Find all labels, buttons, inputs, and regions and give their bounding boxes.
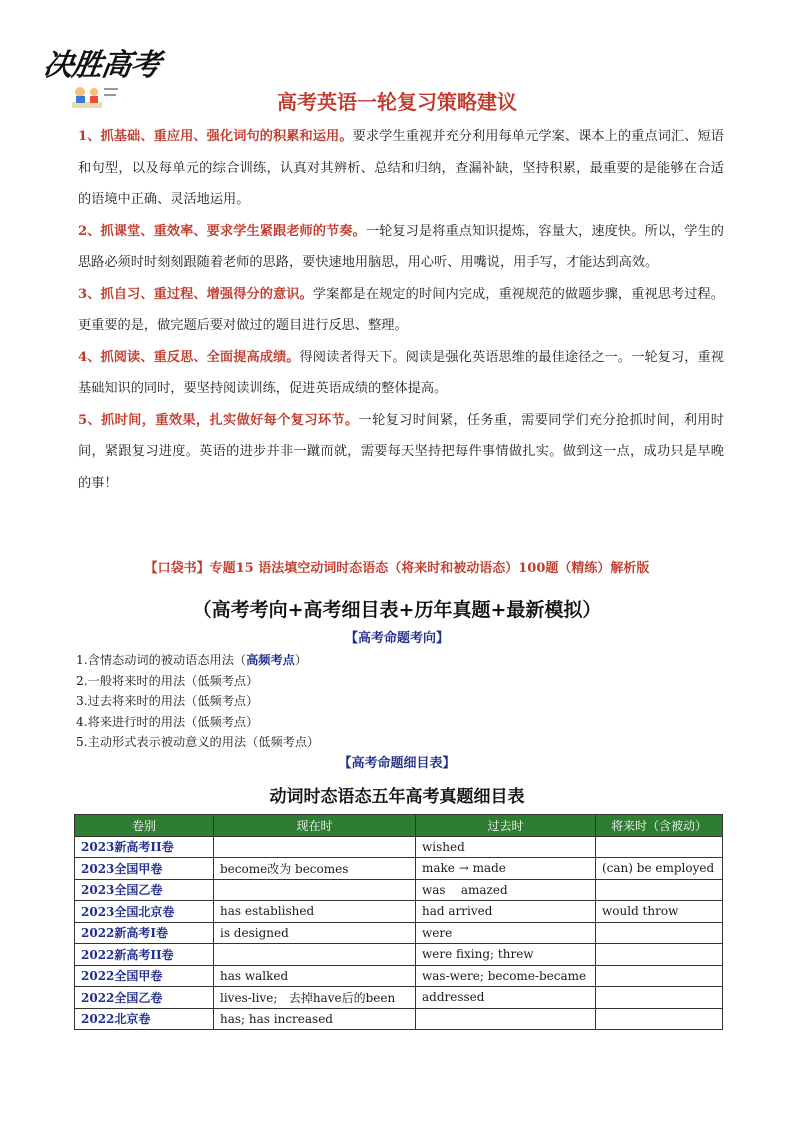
present-tense-cell: lives-live; 去掉have后的been xyxy=(214,987,416,1009)
tip-headline: 4、抓阅读、重反思、全面提高成绩。 xyxy=(78,349,300,365)
point-end: ） xyxy=(246,694,259,708)
tip-body: 一轮复习时间紧，任务重，需要同学们充分抢抓时间，利用时间，紧跟复习进度。英语的进步并非一蹴而就，需要每天坚持把每件事情做扎实。做到这一点，成功只是早晚的事！ xyxy=(78,412,724,491)
past-tense-cell: make → made xyxy=(416,858,596,880)
column-header: 卷别 xyxy=(75,815,214,837)
point-end: ） xyxy=(246,714,259,729)
exam-paper-cell: 2023全国乙卷 xyxy=(75,879,214,901)
list-item xyxy=(76,712,319,733)
tip-body: 一轮复习是将重点知识提炼，容量大，速度快。所以，学生的思路必须时时刻刻跟随着老师的思路，要快速地用脑思，用心听、用嘴说，用手写，才能达到高效。 xyxy=(78,223,724,270)
future-tense-cell xyxy=(596,965,723,987)
table-row xyxy=(75,922,723,944)
exam-table xyxy=(74,814,723,1030)
pocket-book-title: 【口袋书】专题15 语法填空动词时态语态（将来时和被动语态）100题（精练）解析版 xyxy=(144,561,650,576)
point-text: 4.将来进行时的用法（ xyxy=(76,714,198,729)
exam-paper-cell: 2023新高考II卷 xyxy=(75,836,214,858)
frequency-label: 高频考点 xyxy=(246,653,295,667)
table-row xyxy=(75,987,723,1009)
subtitle: （高考考向+高考细目表+历年真题+最新模拟） xyxy=(192,599,602,621)
future-tense-cell xyxy=(596,879,723,901)
column-header: 将来时（含被动） xyxy=(596,815,723,837)
present-tense-cell xyxy=(214,944,416,966)
exam-points-list xyxy=(76,650,319,753)
exam-paper-cell: 2022北京卷 xyxy=(75,1008,214,1030)
present-tense-cell: has established xyxy=(214,901,416,923)
future-tense-cell: would throw xyxy=(596,901,723,923)
future-tense-cell xyxy=(596,836,723,858)
tip-paragraph xyxy=(78,279,724,342)
future-tense-cell xyxy=(596,944,723,966)
tip-headline: 5、抓时间，重效果，扎实做好每个复习环节。 xyxy=(78,412,359,428)
column-header: 过去时 xyxy=(416,815,596,837)
exam-paper-cell: 2022新高考II卷 xyxy=(75,944,214,966)
present-tense-cell: become改为 becomes xyxy=(214,858,416,880)
present-tense-cell: has; has increased xyxy=(214,1008,416,1030)
present-tense-cell xyxy=(214,836,416,858)
logo-text: 决胜高考 xyxy=(41,48,162,83)
tip-paragraph xyxy=(78,342,724,405)
exam-paper-cell: 2023全国北京卷 xyxy=(75,901,214,923)
past-tense-cell: had arrived xyxy=(416,901,596,923)
present-tense-cell xyxy=(214,879,416,901)
column-header: 现在时 xyxy=(214,815,416,837)
list-item xyxy=(76,691,319,712)
frequency-label: 低频考点 xyxy=(197,694,247,708)
section-heading-direction: 【高考命题考向】 xyxy=(344,631,449,646)
table-title: 动词时态语态五年高考真题细目表 xyxy=(269,787,525,807)
point-text: 1.含情态动词的被动语态用法（ xyxy=(76,653,247,667)
tip-paragraph xyxy=(78,121,724,216)
point-text: 5.主动形式表示被动意义的用法（ xyxy=(76,735,259,749)
table-row xyxy=(75,836,723,858)
point-text: 2.一般将来时的用法（ xyxy=(76,673,198,688)
future-tense-cell: (can) be employed xyxy=(596,858,723,880)
future-tense-cell xyxy=(596,922,723,944)
future-tense-cell xyxy=(596,987,723,1009)
point-end: ） xyxy=(294,653,308,667)
table-row xyxy=(75,944,723,966)
past-tense-cell: was amazed xyxy=(416,879,596,901)
table-row xyxy=(75,879,723,901)
past-tense-cell: addressed xyxy=(416,987,596,1009)
future-tense-cell xyxy=(596,1008,723,1030)
exam-paper-cell: 2022全国乙卷 xyxy=(75,987,214,1009)
exam-paper-cell: 2023全国甲卷 xyxy=(75,858,214,880)
past-tense-cell: were xyxy=(416,922,596,944)
point-end: ） xyxy=(246,673,259,688)
point-text: 3.过去将来时的用法（ xyxy=(76,694,198,708)
tip-headline: 1、抓基础、重应用、强化词句的积累和运用。 xyxy=(78,129,353,144)
exam-paper-cell: 2022新高考I卷 xyxy=(75,922,214,944)
list-item xyxy=(76,671,319,692)
past-tense-cell xyxy=(416,1008,596,1030)
tip-headline: 3、抓自习、重过程、增强得分的意识。 xyxy=(78,286,313,302)
tip-body: 要求学生重视并充分利用每单元学案、课本上的重点词汇、短语和句型，以及每单元的综合训练，认真对其辨析、总结和归纳，查漏补缺，坚持积累，最重要的是能够在合适的语境中正确、灵活地运用。 xyxy=(78,129,724,207)
past-tense-cell: was-were; become-became xyxy=(416,965,596,987)
table-row xyxy=(75,901,723,923)
list-item xyxy=(76,732,319,753)
present-tense-cell: has walked xyxy=(214,965,416,987)
section-heading-table: 【高考命题细目表】 xyxy=(338,756,456,771)
frequency-label: 低频考点 xyxy=(197,714,247,729)
page-title: 高考英语一轮复习策略建议 xyxy=(277,90,517,114)
tip-body: 学案都是在规定的时间内完成，重视规范的做题步骤，重视思考过程。更重要的是，做完题后要对做过的题目进行反思、整理。 xyxy=(78,286,724,333)
table-row xyxy=(75,965,723,987)
past-tense-cell: were fixing; threw xyxy=(416,944,596,966)
frequency-label: 低频考点 xyxy=(197,673,247,688)
past-tense-cell: wished xyxy=(416,836,596,858)
tip-paragraph xyxy=(78,405,724,500)
tip-paragraph xyxy=(78,216,724,279)
present-tense-cell: is designed xyxy=(214,922,416,944)
exam-paper-cell: 2022全国甲卷 xyxy=(75,965,214,987)
list-item xyxy=(76,650,319,671)
tip-body: 得阅读者得天下。阅读是强化英语思维的最佳途径之一。一轮复习，重视基础知识的同时，要坚持阅读训练，促进英语成绩的整体提高。 xyxy=(78,349,724,396)
table-row xyxy=(75,1008,723,1030)
tip-headline: 2、抓课堂、重效率、要求学生紧跟老师的节奏。 xyxy=(78,223,366,239)
frequency-label: 低频考点 xyxy=(258,735,308,749)
strategy-tips xyxy=(78,121,724,499)
point-end: ） xyxy=(307,735,320,749)
table-row xyxy=(75,858,723,880)
table-header-row xyxy=(75,815,723,837)
